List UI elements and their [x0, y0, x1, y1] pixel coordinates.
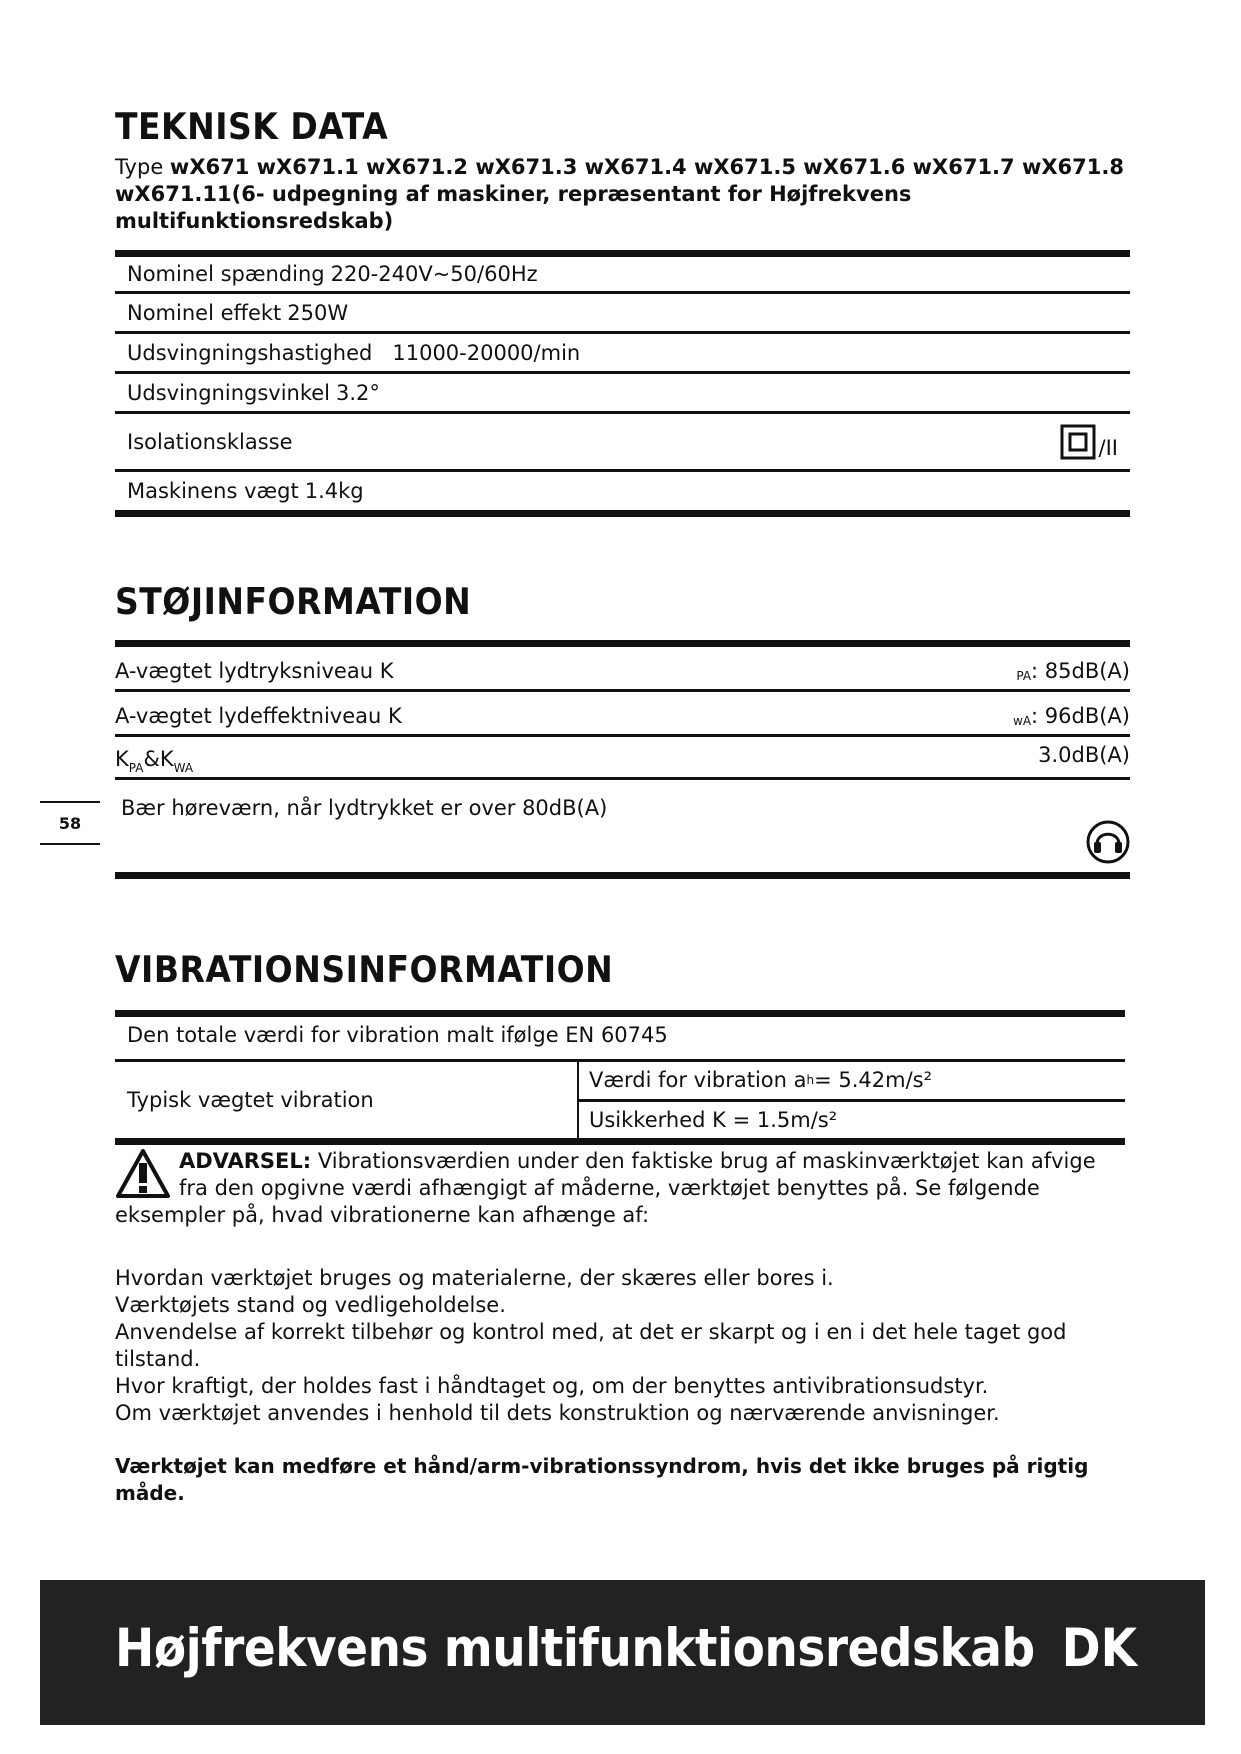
closing-warning: Værktøjet kan medføre et hånd/arm-vibrationssyndrom, hvis det ikke bruges på rigtig måde. — [115, 1454, 1089, 1505]
row-label: Nominel effekt — [127, 300, 282, 325]
type-line — [115, 154, 1130, 235]
table-row — [115, 374, 1130, 414]
list-item: Om værktøjet anvendes i henhold til dets konstruktion og nærværende anvisninger. — [115, 1401, 1000, 1425]
footer-banner — [40, 1580, 1205, 1725]
table-row — [115, 780, 1130, 879]
table-row — [115, 334, 1130, 374]
noise-subscript: PA — [1016, 669, 1032, 683]
list-item: Hvordan værktøjet bruges og materialerne, der skæres eller bores i. — [115, 1266, 834, 1290]
vibration-body — [115, 1062, 1125, 1138]
noise-subscript: wA — [1013, 714, 1032, 728]
noise-value: : 85dB(A) — [1031, 659, 1130, 683]
noise-value: : 96dB(A) — [1031, 704, 1130, 728]
page-number: 58 — [40, 801, 100, 845]
row-label: Isolationsklasse — [127, 429, 293, 454]
noise-section — [115, 580, 1130, 623]
tech-table — [115, 250, 1130, 517]
list-item: Anvendelse af korrekt tilbehør og kontrol med, at det er skarpt og i en i det hele taget god tilstand. — [115, 1320, 1067, 1371]
tech-section — [115, 105, 1130, 235]
warning-block — [115, 1148, 1130, 1229]
row-value: 250W — [287, 300, 349, 325]
vibration-values — [579, 1062, 1125, 1138]
vibration-value-row: Værdi for vibration a h = 5.42m/s² — [579, 1062, 1125, 1102]
row-label: Maskinens vægt — [127, 479, 299, 503]
row-value: /II — [1098, 435, 1118, 460]
noise-label: A-vægtet lydeffektniveau K — [115, 704, 402, 728]
ear-protection-icon — [1086, 820, 1130, 864]
table-row — [115, 414, 1130, 472]
list-item: Værktøjets stand og vedligeholdelse. — [115, 1293, 506, 1317]
row-value: 3.2° — [336, 380, 380, 405]
row-label: Nominel spænding — [127, 262, 325, 286]
table-row — [115, 472, 1130, 510]
row-label: Udsvingningshastighed — [127, 340, 373, 365]
warning-text: ADVARSEL: Vibrationsværdien under den faktiske brug af maskinværktøjet kan afvige fra den opgivne værdi afhængigt af måderne, værktøjet benyttes på. Se følgende eksempler på, hvad vibrationerne kan afhænge af: — [115, 1149, 1096, 1227]
table-row — [115, 294, 1130, 334]
type-prefix: Type — [115, 155, 164, 179]
list-item: Hvor kraftigt, der holdes fast i håndtaget og, om der benyttes antivibrationsudstyr. — [115, 1374, 989, 1398]
vibration-table — [115, 1010, 1125, 1145]
table-row — [115, 692, 1130, 737]
table-row — [115, 257, 1130, 294]
double-insulation-icon — [1060, 424, 1096, 460]
footer-title: Højfrekvens multifunktionsredskab — [115, 1618, 1035, 1680]
noise-label: A-vægtet lydtryksniveau K — [115, 659, 394, 683]
table-row — [115, 647, 1130, 692]
row-value: 11000-20000/min — [392, 340, 581, 365]
vibration-title: VIBRATIONSINFORMATION — [115, 948, 614, 991]
uncertainty-row: Usikkerhed K = 1.5m/s² — [589, 1107, 838, 1132]
noise-value: 3.0dB(A) — [1038, 743, 1130, 767]
tech-title: TEKNISK DATA — [115, 105, 389, 148]
row-value: 220-240V~50/60Hz — [330, 262, 538, 286]
language-code: DK — [1061, 1618, 1137, 1680]
hearing-protection-text: Bær høreværn, når lydtrykket er over 80dB(A) — [121, 796, 608, 820]
type-models: wX671 wX671.1 wX671.2 wX671.3 wX671.4 wX671.5 wX671.6 wX671.7 wX671.8 wX671.11(6- udpegning af maskiner, repræsentant for Højfrekvens multifunktionsredskab) — [115, 155, 1124, 233]
table-row — [115, 737, 1130, 780]
vibration-section — [115, 948, 1130, 991]
noise-title: STØJINFORMATION — [115, 580, 472, 623]
row-value: 1.4kg — [304, 479, 364, 503]
vibration-left-label: Typisk vægtet vibration — [115, 1062, 579, 1138]
noise-table — [115, 640, 1130, 879]
factor-list — [115, 1265, 1130, 1427]
noise-label: $K_{PA}\&K_{WA}$ — [115, 747, 194, 775]
vibration-header: Den totale værdi for vibration malt ifølge EN 60745 — [115, 1017, 1125, 1062]
row-label: Udsvingningsvinkel — [127, 380, 331, 405]
warning-icon — [115, 1148, 171, 1200]
